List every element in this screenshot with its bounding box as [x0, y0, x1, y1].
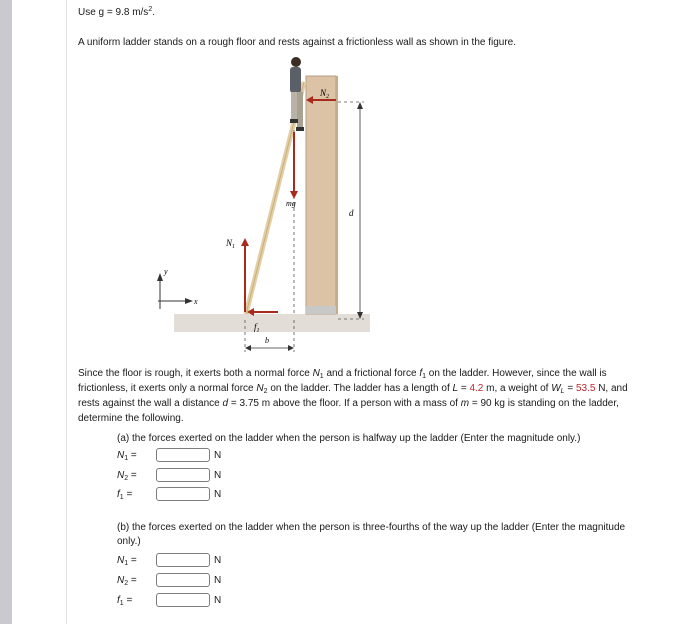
- part-b-n1-unit: N: [214, 554, 222, 566]
- ladder-figure: [150, 52, 390, 362]
- mg-arrowhead: [290, 191, 298, 199]
- part-a-prompt: (a) the forces exerted on the ladder when the person is halfway up the ladder (Enter the magnitude only.): [117, 433, 581, 444]
- gravity-statement: [78, 6, 155, 19]
- b-arrow-right: [288, 345, 294, 351]
- problem-text: Since the floor is rough, it exerts both a normal force $N_1$ and a frictional force $f_1$ on the ladder. However, since the wall is frictionless, it exerts only a normal force $N_2$ on the ladder. The ladder has a length of L = 4.2 m, a weight of $W_L = 53.5$ N, and rests against the wall a distance d = 3.75 m above the floor. If a person with a mass of m = 90 kg is standing on the ladder, determine the following.: [78, 368, 628, 424]
- part-a-n2-label: $N_2$ =: [117, 469, 137, 482]
- gravity-text: Use g = 9.8 m/s: [78, 7, 149, 18]
- part-a-f1-input[interactable]: [156, 487, 210, 501]
- part-a-n1-row: [117, 447, 221, 463]
- part-a-n1-label: $N_1$ =: [117, 449, 137, 462]
- gravity-exponent: 2: [148, 6, 153, 13]
- person: [290, 57, 304, 131]
- wall-edge: [336, 76, 338, 314]
- left-scrollbar-strip: [0, 0, 12, 624]
- part-b-n1-label: $N_1$ =: [117, 554, 137, 567]
- part-b-f1-row: [117, 592, 221, 608]
- x-axis-label: x: [194, 297, 198, 306]
- d-arrow-top: [357, 102, 363, 109]
- part-b-n2-input[interactable]: [156, 573, 210, 587]
- left-margin-line: [66, 0, 67, 624]
- part-a-n2-unit: N: [214, 469, 222, 481]
- b-label: b: [265, 336, 269, 345]
- n1-arrowhead: [241, 238, 249, 246]
- part-b-n2-row: [117, 572, 221, 588]
- floor: [174, 314, 370, 332]
- wall-base: [306, 306, 336, 314]
- ladder-weight-value: 53.5: [575, 383, 596, 394]
- y-axis-arrow: [157, 273, 163, 281]
- part-b-n2-unit: N: [214, 574, 222, 586]
- part-b-f1-label: $f_1$ =: [117, 594, 133, 607]
- part-a-f1-label: $f_1$ =: [117, 488, 133, 501]
- mg-label: mg: [286, 199, 296, 208]
- part-b-n1-input[interactable]: [156, 553, 210, 567]
- part-b-n1-row: [117, 552, 221, 568]
- d-label: d: [349, 208, 354, 218]
- intro-text: A uniform ladder stands on a rough floor and rests against a frictionless wall as shown in the figure.: [78, 37, 517, 48]
- part-b-prompt-line1: (b) the forces exerted on the ladder when the person is three-fourths of the way up the ladder (Enter the magnitude: [117, 522, 626, 533]
- ladder-length-value: 4.2: [469, 383, 484, 394]
- n1-label: $N_1$: [226, 238, 236, 250]
- part-b-n2-label: $N_2$ =: [117, 574, 137, 587]
- part-a-n2-row: [117, 467, 221, 483]
- part-a-f1-row: [117, 486, 221, 502]
- part-a-f1-unit: N: [214, 488, 222, 500]
- y-axis-label: y: [164, 267, 168, 276]
- gravity-period: .: [152, 7, 155, 18]
- part-a-n1-unit: N: [214, 449, 222, 461]
- n2-label: $N_2$: [320, 88, 330, 100]
- part-b-f1-input[interactable]: [156, 593, 210, 607]
- part-a-n2-input[interactable]: [156, 468, 210, 482]
- wall: [306, 76, 336, 314]
- part-a-n1-input[interactable]: [156, 448, 210, 462]
- b-arrow-left: [245, 345, 251, 351]
- f1-label: $f_1$: [254, 322, 260, 334]
- part-b-prompt-line2: only.): [117, 536, 141, 547]
- x-axis-arrow: [185, 298, 193, 304]
- part-b-f1-unit: N: [214, 594, 222, 606]
